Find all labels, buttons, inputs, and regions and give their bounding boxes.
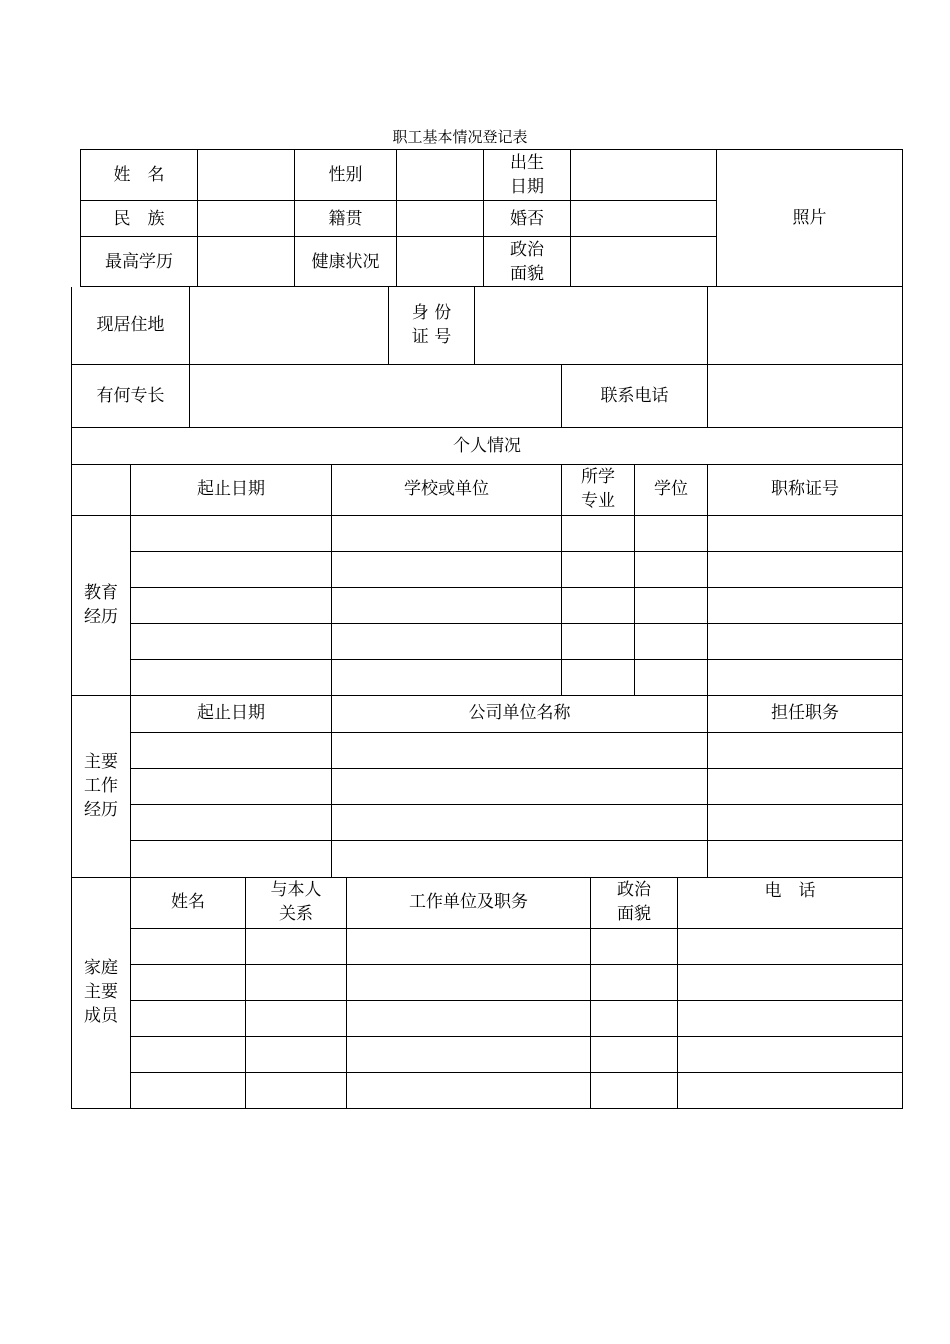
work-cell[interactable] <box>708 840 903 877</box>
edu-col-dates: 起止日期 <box>131 464 332 515</box>
edu-cell[interactable] <box>562 551 635 587</box>
fam-cell[interactable] <box>678 1072 903 1108</box>
ethnicity-label: 民 族 <box>81 201 198 237</box>
work-cell[interactable] <box>131 804 332 840</box>
edu-col-school: 学校或单位 <box>332 464 562 515</box>
fam-col-political: 政治 面貌 <box>591 877 678 928</box>
fam-cell[interactable] <box>678 1036 903 1072</box>
basic-info-table <box>80 149 903 287</box>
skill-field[interactable] <box>190 365 562 428</box>
edu-col-major: 所学 专业 <box>562 464 635 515</box>
edu-cell[interactable] <box>562 659 635 695</box>
political-field[interactable] <box>571 237 717 287</box>
fam-cell[interactable] <box>246 928 347 964</box>
family-table <box>71 877 903 1109</box>
fam-cell[interactable] <box>347 964 591 1000</box>
edu-cell[interactable] <box>332 587 562 623</box>
name-field[interactable] <box>198 150 295 201</box>
fam-cell[interactable] <box>347 1000 591 1036</box>
fam-cell[interactable] <box>131 964 246 1000</box>
work-col-dates: 起止日期 <box>131 695 332 732</box>
fam-cell[interactable] <box>246 1072 347 1108</box>
edu-cell[interactable] <box>332 515 562 551</box>
edu-cell[interactable] <box>635 551 708 587</box>
fam-cell[interactable] <box>131 928 246 964</box>
edu-col-degree: 学位 <box>635 464 708 515</box>
fam-cell[interactable] <box>591 928 678 964</box>
edu-cell[interactable] <box>635 659 708 695</box>
fam-cell[interactable] <box>591 964 678 1000</box>
work-cell[interactable] <box>708 732 903 768</box>
edu-cell[interactable] <box>708 587 903 623</box>
work-table <box>71 695 903 878</box>
work-cell[interactable] <box>332 768 708 804</box>
birth-label: 出生 日期 <box>484 150 571 201</box>
edu-cell[interactable] <box>131 623 332 659</box>
edu-cell[interactable] <box>562 587 635 623</box>
fam-cell[interactable] <box>246 1000 347 1036</box>
edu-cell[interactable] <box>708 515 903 551</box>
edu-col-cert: 职称证号 <box>708 464 903 515</box>
fam-cell[interactable] <box>591 1036 678 1072</box>
edu-cell[interactable] <box>708 659 903 695</box>
personal-section-header: 个人情况 <box>72 428 903 465</box>
work-col-position: 担任职务 <box>708 695 903 732</box>
work-cell[interactable] <box>708 804 903 840</box>
work-cell[interactable] <box>332 840 708 877</box>
edu-cell[interactable] <box>332 623 562 659</box>
id-extra-field[interactable] <box>708 287 903 365</box>
family-side-label: 家庭 主要 成员 <box>72 877 131 1108</box>
education-table <box>71 464 903 696</box>
fam-cell[interactable] <box>347 1036 591 1072</box>
edu-cell[interactable] <box>131 551 332 587</box>
work-cell[interactable] <box>131 732 332 768</box>
address-field[interactable] <box>190 287 389 365</box>
work-cell[interactable] <box>131 768 332 804</box>
fam-cell[interactable] <box>591 1000 678 1036</box>
id-number-field[interactable] <box>475 287 708 365</box>
edu-cell[interactable] <box>131 659 332 695</box>
edu-cell[interactable] <box>635 587 708 623</box>
marital-field[interactable] <box>571 201 717 237</box>
gender-label: 性别 <box>295 150 397 201</box>
edu-cell[interactable] <box>131 587 332 623</box>
address-label: 现居住地 <box>72 287 190 365</box>
native-place-field[interactable] <box>397 201 484 237</box>
fam-cell[interactable] <box>131 1036 246 1072</box>
skill-label: 有何专长 <box>72 365 190 428</box>
fam-col-name: 姓名 <box>131 877 246 928</box>
edu-cell[interactable] <box>131 515 332 551</box>
health-label: 健康状况 <box>295 237 397 287</box>
fam-cell[interactable] <box>246 1036 347 1072</box>
photo-box[interactable]: 照片 <box>717 150 903 287</box>
fam-col-phone: 电 话 <box>678 877 903 928</box>
fam-col-relation: 与本人 关系 <box>246 877 347 928</box>
fam-cell[interactable] <box>347 928 591 964</box>
contact-table <box>71 286 903 465</box>
fam-cell[interactable] <box>131 1072 246 1108</box>
work-cell[interactable] <box>708 768 903 804</box>
education-corner <box>72 464 131 515</box>
work-cell[interactable] <box>332 804 708 840</box>
edu-cell[interactable] <box>332 551 562 587</box>
edu-cell[interactable] <box>562 515 635 551</box>
edu-cell[interactable] <box>635 623 708 659</box>
fam-cell[interactable] <box>678 1000 903 1036</box>
birth-field[interactable] <box>571 150 717 201</box>
form-title: 职工基本情况登记表 <box>392 128 528 146</box>
gender-field[interactable] <box>397 150 484 201</box>
political-label: 政治 面貌 <box>484 237 571 287</box>
fam-cell[interactable] <box>678 928 903 964</box>
fam-col-work: 工作单位及职务 <box>347 877 591 928</box>
fam-cell[interactable] <box>347 1072 591 1108</box>
fam-cell[interactable] <box>131 1000 246 1036</box>
fam-cell[interactable] <box>678 964 903 1000</box>
work-cell[interactable] <box>131 840 332 877</box>
education-field[interactable] <box>198 237 295 287</box>
work-col-company: 公司单位名称 <box>332 695 708 732</box>
native-place-label: 籍贯 <box>295 201 397 237</box>
work-cell[interactable] <box>332 732 708 768</box>
marital-label: 婚否 <box>484 201 571 237</box>
edu-cell[interactable] <box>635 515 708 551</box>
edu-cell[interactable] <box>332 659 562 695</box>
edu-cell[interactable] <box>562 623 635 659</box>
phone-label: 联系电话 <box>562 365 708 428</box>
phone-field[interactable] <box>708 365 903 428</box>
edu-cell[interactable] <box>708 551 903 587</box>
edu-cell[interactable] <box>708 623 903 659</box>
fam-cell[interactable] <box>246 964 347 1000</box>
ethnicity-field[interactable] <box>198 201 295 237</box>
education-side-label: 教育 经历 <box>72 515 131 695</box>
work-side-label: 主要 工作 经历 <box>72 695 131 877</box>
name-label: 姓 名 <box>81 150 198 201</box>
id-number-label: 身 份 证 号 <box>389 287 475 365</box>
health-field[interactable] <box>397 237 484 287</box>
education-label: 最高学历 <box>81 237 198 287</box>
fam-cell[interactable] <box>591 1072 678 1108</box>
